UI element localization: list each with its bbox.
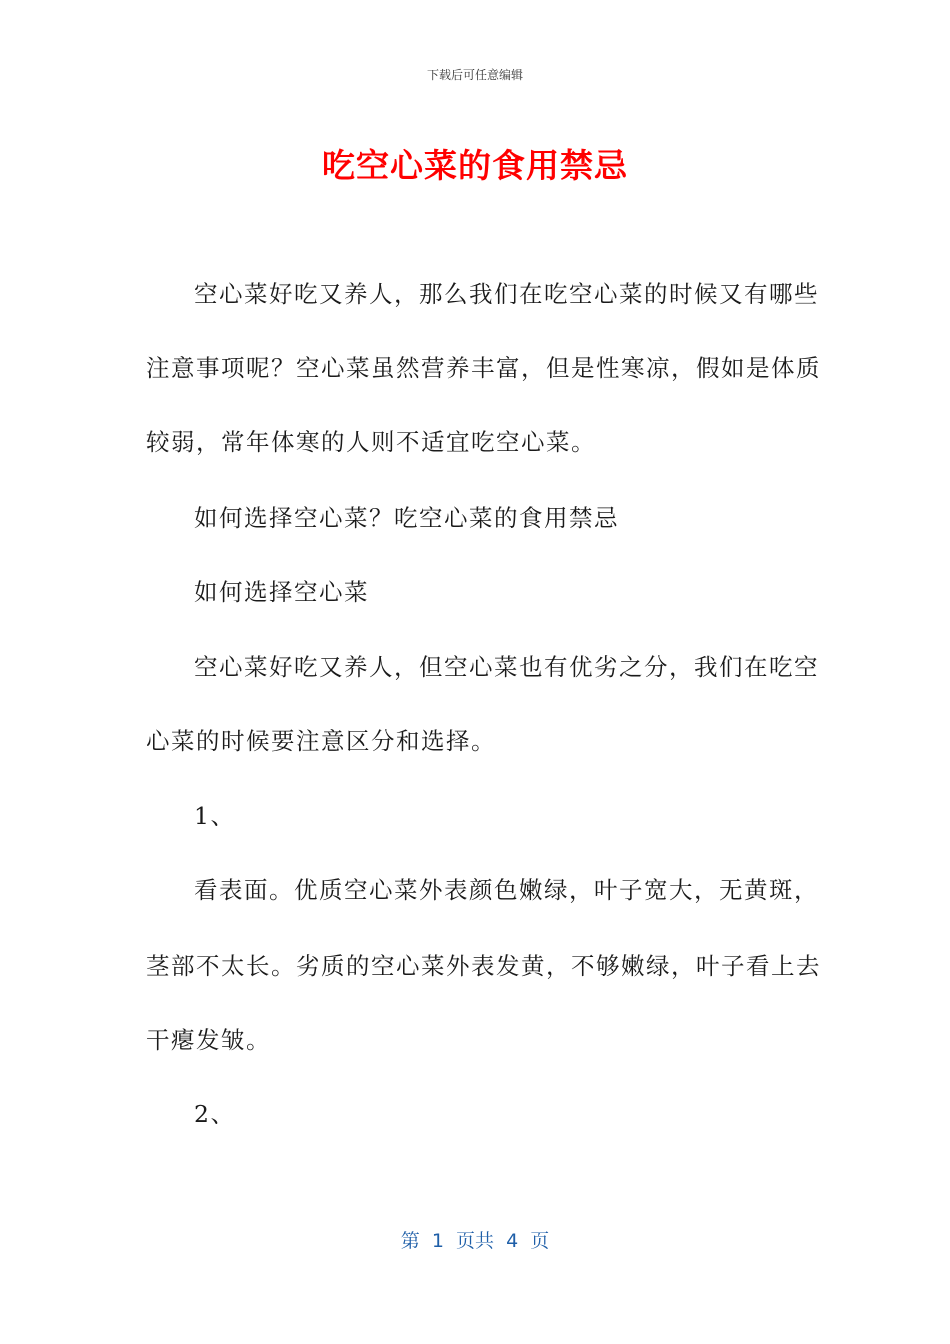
paragraph-line: 如何选择空心菜？吃空心菜的食用禁忌	[194, 504, 619, 532]
paragraph-line: 空心菜好吃又养人，那么我们在吃空心菜的时候又有哪些	[194, 280, 819, 308]
paragraph-line: 看表面。优质空心菜外表颜色嫩绿，叶子宽大，无黄斑，	[194, 876, 819, 904]
paragraph-line: 空心菜好吃又养人，但空心菜也有优劣之分，我们在吃空	[194, 653, 819, 681]
paragraph-line: 较弱，常年体寒的人则不适宜吃空心菜。	[146, 428, 596, 456]
paragraph-line: 茎部不太长。劣质的空心菜外表发黄，不够嫩绿，叶子看上去	[146, 952, 821, 980]
paragraph-line: 干瘪发皱。	[146, 1026, 271, 1054]
paragraph-line: 注意事项呢？空心菜虽然营养丰富，但是性寒凉，假如是体质	[146, 354, 821, 382]
list-number: 2、	[194, 1100, 236, 1128]
section-heading: 如何选择空心菜	[194, 578, 369, 606]
page-number-footer: 第 1 页共 4 页	[400, 1230, 550, 1252]
document-title: 吃空心菜的食用禁忌	[322, 146, 628, 185]
document-body	[146, 0, 821, 1200]
header-note: 下载后可任意编辑	[426, 68, 523, 82]
list-number: 1、	[194, 802, 236, 830]
paragraph-line: 心菜的时候要注意区分和选择。	[146, 727, 496, 755]
